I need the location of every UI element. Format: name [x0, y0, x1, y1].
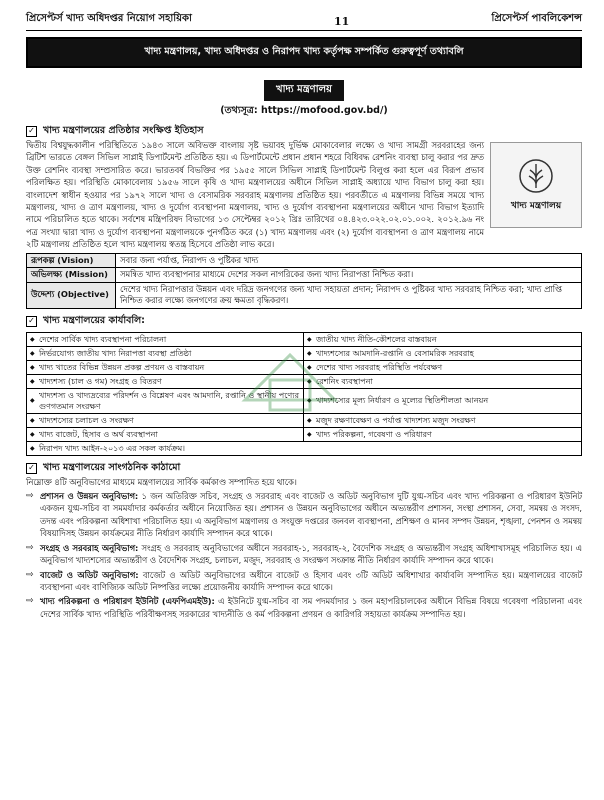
- structure-item-budget: [26, 569, 582, 594]
- source-line: (তথ্যসূত্র: https://mofood.gov.bd/): [220, 105, 388, 116]
- list-item: ◆ নির্ভরযোগ্য জাতীয় খাদ্য নিরাপত্তা ব্যবস্থা প্রতিষ্ঠা: [27, 347, 304, 361]
- mission-label: অভিলক্ষ্য (Mission): [27, 268, 116, 283]
- header-left: প্রিসেপ্টর্স খাদ্য অধিদপ্তর নিয়োগ সহায়িকা: [26, 13, 192, 24]
- arrow-icon: ⇨: [26, 542, 34, 553]
- structure-item-fpmu: [26, 595, 582, 620]
- history-paragraph: দ্বিতীয় বিশ্বযুদ্ধকালীন পরিস্থিতিতে ১৯৪৩ সালে অবিভক্ত বাংলায় সৃষ্ট ভয়াবহ দুর্ভিক্ষ মোকাবেলার লক্ষ্যে ও খাদ্য সামগ্রী সরবরাহের জন্য ব্রিটিশ ভারতে বেঙ্গল সিভিল সাপ্লাই ডিপার্টমেন্ট প্রতিষ্ঠিত হয়। এ ডিপার্টমেন্টে প্রধান প্রধান শহরে বিধিবদ্ধ রেশনিং ব্যবস্থা চালু করার পর দ্রুত উক্ত রেশনিং ব্যবস্থা সম্প্রসারিত করে। ভারতবর্ষ বিভক্তির পর ১৯৫৫ সালে সিভিল সাপ্লাই ডিপার্টমেন্ট বিলুপ্ত করা হলে এর বিরূপ প্রভাব পরিলক্ষিত হয়। পরিস্থিতি মোকাবেলায় ১৯৫৬ সালে কৃষি ও খাদ্য মন্ত্রণালয়ের অধীনে সিভিল সাপ্লাই অধ্যায়ে খাদ্য বিভাগ চালু করা হয়। বাংলাদেশ স্বাধীন হওয়ার পর ১৯৭২ সালে খাদ্য ও বেসামরিক সরবরাহ মন্ত্রণালয় প্রতিষ্ঠিত হয়। পরবর্তীতে এ মন্ত্রণালয় বিভিন্ন সময়ে খাদ্য মন্ত্রণালয়, খাদ্য ও ত্রাণ মন্ত্রণালয়, খাদ্য ও দুর্যোগ ব্যবস্থাপনা মন্ত্রণালয়, খাদ্য ও দুর্যোগ ব্যবস্থাপনা মন্ত্রণালয়ের অধীনে খাদ্য বিভাগ ইত্যাদি নামে পরিচালিত হতে থাকে। সর্বশেষ মন্ত্রিপরিষদ বিভাগের ১৩ সেপ্টেম্বর ২০১২ খ্রিঃ তারিখের ০৪.৪২৩.০২২.০২.০১.০০২. ২০১২.৯৬ নং পত্র সংখ্যা দ্বারা খাদ্য ও দুর্যোগ ব্যবস্থাপনা মন্ত্রণালয়কে পুনর্গঠিত করে (১) খাদ্য মন্ত্রণালয় এবং (২) দুর্যোগ ব্যবস্থাপনা ও ত্রাণ মন্ত্রণালয় নামে ২টি মন্ত্রণালয় প্রতিষ্ঠিত হলে খাদ্য মন্ত্রণালয় স্বতন্ত্র হিসেবে প্রতিষ্ঠা লাভ করে।: [26, 140, 484, 250]
- functions-heading-text: খাদ্য মন্ত্রণালয়ের কার্যাবলি:: [43, 314, 145, 326]
- list-item: ◆ খাদ্যশস্য (চাল ও গম) সংগ্রহ ও বিতরণ: [27, 375, 304, 389]
- functions-heading: [26, 314, 582, 329]
- objective-label: উদ্দেশ্য (Objective): [27, 282, 116, 308]
- vision-value: সবার জন্য পর্যাপ্ত, নিরাপদ ও পুষ্টিকর খাদ্য: [116, 253, 582, 268]
- item-text: এ ইউনিটে যুগ্ম-সচিব বা সম পদমর্যাদার ১ জন মহাপরিচালকের অধীনে বিভিন্ন বিষয়ে গবেষণা পরিচালনা এবং দেশের সার্বিক খাদ্য পরিস্থিতি পরিবীক্ষণসহ সরকারের খাদ্যনীতি ও কর্ম পরিকল্পনা প্রণয়ন ও কারিগরি সহায়তা কার্যক্রম সম্পাদিত হয়।: [40, 596, 582, 619]
- arrow-icon: ⇨: [26, 491, 34, 502]
- wheat-emblem-icon: [514, 158, 558, 194]
- item-title: খাদ্য পরিকল্পনা ও পরিধারণ ইউনিট (এফপিএমইউ):: [40, 596, 215, 607]
- vision-label: রূপকল্প (Vision): [27, 253, 116, 268]
- list-item: ◆ খাদ্যশস্যের আমদানি-রপ্তানি ও বেসামরিক সরবরাহ: [304, 347, 581, 361]
- arrow-icon: ⇨: [26, 569, 34, 580]
- structure-intro: নিম্নোক্ত ৪টি অনুবিভাগের মাধ্যমে মন্ত্রণালয়ের সার্বিক কর্মকাণ্ড সম্পাদিত হয়ে থাকে।: [26, 476, 297, 487]
- history-heading: [26, 124, 582, 139]
- list-item: ◆ দেশের সার্বিক খাদ্য ব্যবস্থাপনা পরিচালনা: [27, 333, 304, 347]
- section-title: খাদ্য মন্ত্রণালয়: [264, 80, 344, 101]
- list-item: ◆ খাদ্যশস্যের চলাচল ও সংরক্ষণ: [27, 414, 304, 428]
- structure-item-procurement: [26, 542, 582, 567]
- list-item: ◆ নিরাপদ খাদ্য আইন-২০১৩ এর সকল কার্যক্রম।: [27, 442, 581, 455]
- list-item: ◆ রেশনিং ব্যবস্থাপনা: [304, 375, 581, 389]
- list-item: ◆ খাদ্য বাজেট, হিসাব ও অর্থ ব্যবস্থাপনা: [27, 428, 304, 442]
- running-header: [26, 0, 582, 31]
- list-item: ◆ জাতীয় খাদ্য নীতি-কৌশলের বাস্তবায়ন: [304, 333, 581, 347]
- history-heading-text: খাদ্য মন্ত্রণালয়ের প্রতিষ্ঠার সংক্ষিপ্ত ইতিহাস: [43, 125, 204, 136]
- structure-heading: [26, 461, 582, 476]
- list-item: ◆ খাদ্যশস্যের মূল্য নির্ধারণ ও মূল্যের স্থিতিশীলতা আনয়ন: [304, 389, 581, 414]
- item-title: বাজেট ও অডিট অনুবিভাগ:: [40, 569, 139, 580]
- table-row: [27, 268, 582, 283]
- mission-value: সমন্বিত খাদ্য ব্যবস্থাপনার মাধ্যমে দেশের সকল নাগরিকের জন্য খাদ্য নিরাপত্তা নিশ্চিত করা।: [116, 268, 582, 283]
- vision-mission-table: [26, 253, 582, 309]
- item-text: বাজেট ও অডিট অনুবিভাগের অধীনে বাজেট ও হিসাব এবং ৩টি অডিট অধিশাখার কার্যাবলি সম্পাদিত হয়। মন্ত্রণালয়ের বাজেট ব্যবস্থাপনা এবং বাণিজ্যিক অডিট নিষ্পত্তির লক্ষ্যে প্রয়োজনীয় কার্যাদি সম্পাদন করে থাকে।: [40, 569, 583, 592]
- checkbox-icon: ✓: [26, 316, 37, 327]
- table-row: [27, 282, 582, 308]
- item-title: প্রশাসন ও উন্নয়ন অনুবিভাগ:: [40, 491, 139, 502]
- functions-grid: [26, 332, 582, 456]
- checkbox-icon: ✓: [26, 463, 37, 474]
- list-item: ◆ খাদ্যশস্য ও খাদ্যদ্রব্যের পরিদর্শন ও বিশ্লেষণ এবং আমদানি, রপ্তানি ও স্থানীয় পণ্যের গুণগতমান সংরক্ষণ: [27, 389, 304, 414]
- list-item: ◆ মজুদ রক্ষণাবেক্ষণ ও পর্যাপ্ত খাদ্যশস্য মজুদ সংরক্ষণ: [304, 414, 581, 428]
- table-row: [27, 253, 582, 268]
- arrow-icon: ⇨: [26, 596, 34, 607]
- list-item: ◆ খাদ্য পরিকল্পনা, গবেষণা ও পরিধারণ: [304, 428, 581, 442]
- logo-caption: খাদ্য মন্ত্রণালয়: [510, 200, 562, 211]
- structure-item-admin: [26, 490, 582, 540]
- page-number: 11: [334, 15, 350, 28]
- objective-value: দেশের খাদ্য নিরাপত্তার উন্নয়ন এবং দরিদ্র জনগণের জন্য খাদ্য সহায়তা প্রদান; নিরাপদ ও পুষ্টিকর খাদ্য সরবরাহ নিশ্চিত করা; খাদ্য প্রাপ্তি নিশ্চিত করার লক্ষ্যে জনগণের ক্রয় ক্ষমতা বৃদ্ধিকরণ।: [116, 282, 582, 308]
- ministry-logo: [490, 142, 582, 228]
- list-item: ◆ খাদ্য খাতের বিভিন্ন উন্নয়ন প্রকল্প প্রণয়ন ও বাস্তবায়ন: [27, 361, 304, 375]
- history-block: [26, 139, 582, 251]
- header-right: প্রিসেপ্টর্স পাবলিকেশন্স: [491, 13, 582, 24]
- list-item: ◆ দেশের খাদ্য সরবরাহ পরিস্থিতি পর্যবেক্ষণ: [304, 361, 581, 375]
- topic-banner: খাদ্য মন্ত্রণালয়, খাদ্য অধিদপ্তর ও নিরাপদ খাদ্য কর্তৃপক্ষ সম্পর্কিত গুরুত্বপূর্ণ তথ্যাবলি: [26, 37, 582, 68]
- checkbox-icon: ✓: [26, 126, 37, 137]
- section-title-wrap: [26, 77, 582, 101]
- item-title: সংগ্রহ ও সরবরাহ অনুবিভাগ:: [40, 542, 139, 553]
- item-text: সংগ্রহ ও সরবরাহ অনুবিভাগের অধীনে সরবরাহ-১, সরবরাহ-২, বৈদেশিক সংগ্রহ ও অভ্যন্তরীণ সংগ্রহ অধিশাখাসমূহ পরিচালিত হয়। এ অনুবিভাগ খাদ্যশস্যের অভ্যন্তরীণ ও বৈদেশিক সংগ্রহ, চলাচল, মজুদ, সরবরাহ ও সংরক্ষণ সংক্রান্ত নীতি নির্ধারণ কার্যাদি সম্পাদন করে থাকে।: [40, 542, 582, 566]
- item-text: ১ জন অতিরিক্ত সচিব, সংগ্রহ ও সরবরাহ এবং বাজেট ও অডিট অনুবিভাগ দুটি যুগ্ম-সচিব এবং খাদ্য পরিকল্পনা ও পরিধারণ ইউনিট একজন যুগ্ম-সচিব বা সমমর্যাদার কর্মকর্তার অধীনে নিয়োজিত হয়। প্রশাসন ও উন্নয়ন অনুবিভাগের অধীনে অভ্যন্তরীণ প্রশাসন, সংস্থা প্রশাসন, সেবা, সমন্বয় ও সংসদ, তদন্ত এবং পরিকল্পনা অধিশাখা পরিচালিত হয়। এ অনুবিভাগ মন্ত্রণালয় ও সংযুক্ত দপ্তরের জনবল ব্যবস্থাপনা, প্রশিক্ষণ ও মানব সম্পদ উন্নয়ন, শৃঙ্খলা, পেনশন ও সমন্বয় বিষয়াদিসহ উন্নয়ন কার্যক্রমের নীতি নির্ধারণ কার্যাদি সম্পাদন করে থাকে।: [40, 491, 583, 539]
- structure-heading-text: খাদ্য মন্ত্রণালয়ের সাংগঠনিক কাঠামো: [43, 461, 181, 473]
